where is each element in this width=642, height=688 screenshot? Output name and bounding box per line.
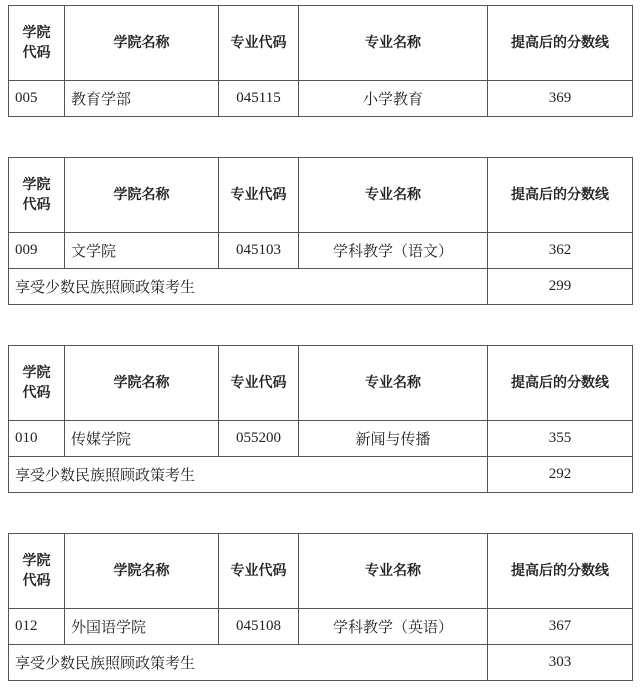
major-code: 055200 xyxy=(219,421,299,457)
header-college-code: 学院 代码 xyxy=(9,6,65,81)
college-name: 文学院 xyxy=(65,233,219,269)
header-college-code: 学院 代码 xyxy=(9,534,65,609)
minority-label: 享受少数民族照顾政策考生 xyxy=(9,645,488,681)
minority-row xyxy=(9,457,633,493)
score: 355 xyxy=(488,421,633,457)
college-code: 012 xyxy=(9,609,65,645)
score: 362 xyxy=(488,233,633,269)
score-table-009 xyxy=(8,157,633,305)
college-code: 009 xyxy=(9,233,65,269)
header-major-code: 专业代码 xyxy=(219,534,299,609)
header-row xyxy=(9,158,633,233)
major-name: 新闻与传播 xyxy=(299,421,488,457)
major-name: 学科教学（英语） xyxy=(299,609,488,645)
college-code: 010 xyxy=(9,421,65,457)
header-row xyxy=(9,346,633,421)
score: 369 xyxy=(488,81,633,117)
header-score-line: 提高后的分数线 xyxy=(488,534,633,609)
minority-row xyxy=(9,645,633,681)
minority-score: 299 xyxy=(488,269,633,305)
header-major-code: 专业代码 xyxy=(219,158,299,233)
table-row xyxy=(9,421,633,457)
header-college-name: 学院名称 xyxy=(65,6,219,81)
table-row xyxy=(9,233,633,269)
score: 367 xyxy=(488,609,633,645)
major-code: 045115 xyxy=(219,81,299,117)
major-code: 045108 xyxy=(219,609,299,645)
minority-score: 292 xyxy=(488,457,633,493)
score-table-010 xyxy=(8,345,633,493)
header-major-name: 专业名称 xyxy=(299,158,488,233)
header-major-code: 专业代码 xyxy=(219,6,299,81)
minority-label: 享受少数民族照顾政策考生 xyxy=(9,457,488,493)
college-code: 005 xyxy=(9,81,65,117)
table-row xyxy=(9,81,633,117)
header-row xyxy=(9,534,633,609)
header-major-code: 专业代码 xyxy=(219,346,299,421)
minority-label: 享受少数民族照顾政策考生 xyxy=(9,269,488,305)
header-college-name: 学院名称 xyxy=(65,346,219,421)
major-name: 小学教育 xyxy=(299,81,488,117)
header-score-line: 提高后的分数线 xyxy=(488,158,633,233)
header-score-line: 提高后的分数线 xyxy=(488,6,633,81)
header-college-name: 学院名称 xyxy=(65,534,219,609)
score-table-005 xyxy=(8,5,633,117)
college-name: 传媒学院 xyxy=(65,421,219,457)
header-major-name: 专业名称 xyxy=(299,346,488,421)
minority-row xyxy=(9,269,633,305)
header-major-name: 专业名称 xyxy=(299,534,488,609)
header-college-code: 学院 代码 xyxy=(9,158,65,233)
score-table-012 xyxy=(8,533,633,681)
minority-score: 303 xyxy=(488,645,633,681)
header-score-line: 提高后的分数线 xyxy=(488,346,633,421)
header-row xyxy=(9,6,633,81)
major-name: 学科教学（语文） xyxy=(299,233,488,269)
table-row xyxy=(9,609,633,645)
header-college-code: 学院 代码 xyxy=(9,346,65,421)
header-college-name: 学院名称 xyxy=(65,158,219,233)
major-code: 045103 xyxy=(219,233,299,269)
college-name: 外国语学院 xyxy=(65,609,219,645)
college-name: 教育学部 xyxy=(65,81,219,117)
header-major-name: 专业名称 xyxy=(299,6,488,81)
